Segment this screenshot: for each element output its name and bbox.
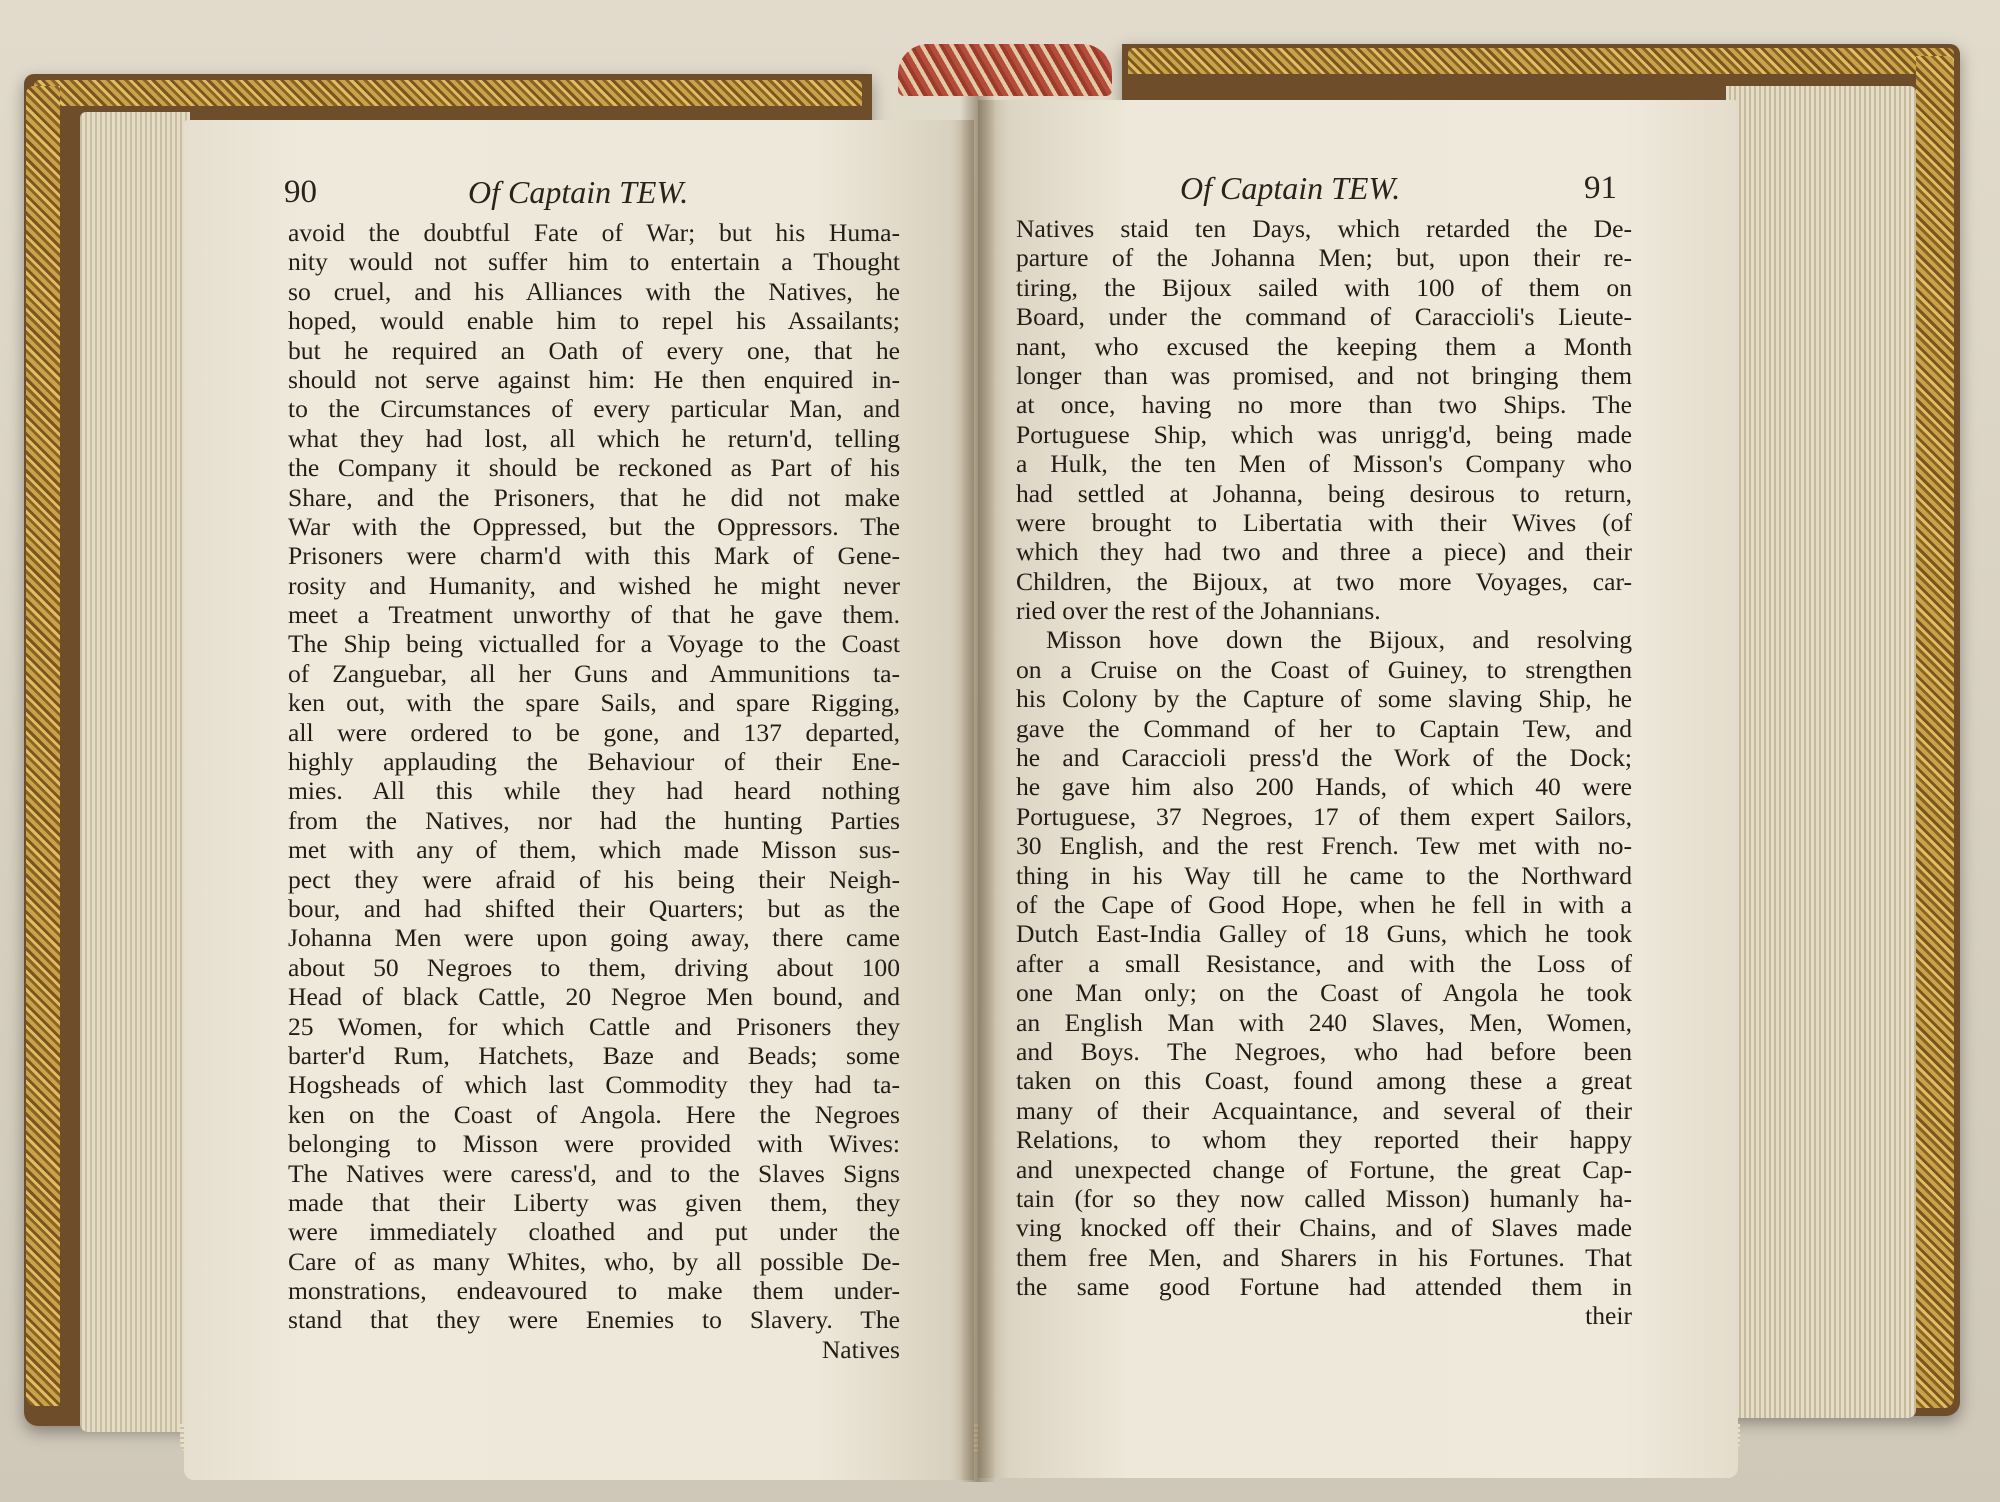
text-line: Natives staid ten Days, which retarded the De-	[1016, 214, 1632, 243]
text-line: which they had two and three a piece) and their	[1016, 537, 1632, 567]
text-line: Portuguese, 37 Negroes, 17 of them expert Sailors,	[1016, 801, 1632, 831]
text-line: to the Circumstances of every particular Man, and	[288, 394, 900, 424]
text-line: Portuguese Ship, which was unrigg'd, being made	[1016, 419, 1632, 449]
text-line: pect they were afraid of his being their Neigh-	[288, 864, 900, 894]
text-line: The Natives were caress'd, and to the Slaves Signs	[288, 1158, 900, 1188]
text-line: parture of the Johanna Men; but, upon their re-	[1016, 243, 1632, 273]
text-line: Johanna Men were upon going away, there came	[288, 923, 900, 953]
text-line: made that their Liberty was given them, they	[288, 1187, 900, 1217]
text-line: after a small Resistance, and with the Loss of	[1016, 948, 1632, 978]
text-line: mies. All this while they had heard nothing	[288, 776, 900, 806]
page-stack-left	[80, 112, 190, 1432]
text-line: Prisoners were charm'd with this Mark of Gene-	[288, 541, 900, 571]
text-line: rosity and Humanity, and wished he might never	[288, 570, 900, 600]
text-line: avoid the doubtful Fate of War; but his Huma-	[288, 218, 900, 247]
text-line: Dutch East-India Galley of 18 Guns, which he took	[1016, 919, 1632, 949]
text-line: hoped, would enable him to repel his Assailants;	[288, 306, 900, 336]
text-line: Misson hove down the Bijoux, and resolving	[1046, 625, 1632, 655]
text-line: an English Man with 240 Slaves, Men, Women,	[1016, 1007, 1632, 1037]
text-line: The Ship being victualled for a Voyage to the Coast	[288, 629, 900, 659]
right-running-head: Of Captain TEW.	[1180, 170, 1401, 206]
page-stack-right	[1726, 86, 1916, 1418]
text-line: ving knocked off their Chains, and of Slaves made	[1016, 1213, 1632, 1243]
text-line: from the Natives, nor had the hunting Parties	[288, 805, 900, 835]
text-line: many of their Acquaintance, and several of their	[1016, 1095, 1632, 1125]
text-line: meet a Treatment unworthy of that he gave them.	[288, 600, 900, 630]
text-line: the same good Fortune had attended them in	[1016, 1272, 1632, 1302]
text-line: met with any of them, which made Misson sus-	[288, 835, 900, 865]
text-line: what they had lost, all which he return'd, telling	[288, 423, 900, 453]
text-line: of the Cape of Good Hope, when he fell in with a	[1016, 889, 1632, 919]
text-line: Children, the Bijoux, at two more Voyages, car-	[1016, 566, 1632, 596]
text-line: gave the Command of her to Captain Tew, and	[1016, 713, 1632, 743]
left-page-number: 90	[284, 174, 317, 210]
gilt-edge-right-side	[1916, 56, 1954, 1408]
text-line: monstrations, endeavoured to make them under-	[288, 1276, 900, 1306]
gutter-shadow	[960, 96, 996, 1482]
text-line: highly applauding the Behaviour of their Ene-	[288, 747, 900, 777]
text-line: were brought to Libertatia with their Wives (of	[1016, 507, 1632, 537]
gilt-edge-right-top	[1128, 48, 1954, 74]
text-line: ken out, with the spare Sails, and spare Rigging,	[288, 688, 900, 718]
right-page-number: 91	[1584, 170, 1617, 206]
text-line: Care of as many Whites, who, by all possible De-	[288, 1246, 900, 1276]
text-line: barter'd Rum, Hatchets, Baze and Beads; some	[288, 1040, 900, 1070]
text-line: one Man only; on the Coast of Angola he took	[1016, 978, 1632, 1008]
text-line: longer than was promised, and not bringing them	[1016, 360, 1632, 390]
text-line: belonging to Misson were provided with Wives:	[288, 1129, 900, 1159]
headband	[898, 44, 1112, 96]
text-line: he gave him also 200 Hands, of which 40 were	[1016, 772, 1632, 802]
text-line: nity would not suffer him to entertain a Thought	[288, 247, 900, 277]
text-line: on a Cruise on the Coast of Guiney, to strengthen	[1016, 654, 1632, 684]
text-line: and unexpected change of Fortune, the great Cap-	[1016, 1154, 1632, 1184]
text-line: ken on the Coast of Angola. Here the Negroes	[288, 1099, 900, 1129]
text-line: so cruel, and his Alliances with the Natives, he	[288, 276, 900, 306]
text-line: ried over the rest of the Johannians.	[1016, 596, 1381, 626]
catchword: Natives	[821, 1334, 900, 1364]
text-line: stand that they were Enemies to Slavery. The	[288, 1305, 900, 1335]
left-running-head: Of Captain TEW.	[468, 174, 689, 210]
text-line: of Zanguebar, all her Guns and Ammunitions ta-	[288, 658, 900, 688]
left-page-text	[288, 218, 900, 1364]
text-line: at once, having no more than two Ships. The	[1016, 390, 1632, 420]
gilt-edge-left-side	[26, 86, 60, 1406]
gilt-edge-left-top	[34, 80, 862, 106]
text-line: Hogsheads of which last Commodity they had ta-	[288, 1070, 900, 1100]
text-line: should not serve against him: He then enquired in-	[288, 364, 900, 394]
text-line: his Colony by the Capture of some slaving Ship, he	[1016, 684, 1632, 714]
text-line: 30 English, and the rest French. Tew met with no-	[1016, 831, 1632, 861]
text-line: Board, under the command of Caraccioli's Lieute-	[1016, 302, 1632, 332]
text-line: Share, and the Prisoners, that he did not make	[288, 482, 900, 512]
text-line: he and Caraccioli press'd the Work of the Dock;	[1016, 743, 1632, 773]
text-line: and Boys. The Negroes, who had before been	[1016, 1036, 1632, 1066]
text-line: thing in his Way till he came to the Northward	[1016, 860, 1632, 890]
text-line: nant, who excused the keeping them a Month	[1016, 331, 1632, 361]
text-line: taken on this Coast, found among these a great	[1016, 1066, 1632, 1096]
text-line: but he required an Oath of every one, that he	[288, 335, 900, 365]
right-page-text	[1016, 214, 1632, 1331]
text-line: Relations, to whom they reported their happy	[1016, 1125, 1632, 1155]
text-line: War with the Oppressed, but the Oppressors. The	[288, 511, 900, 541]
text-line: had settled at Johanna, being desirous to return,	[1016, 478, 1632, 508]
text-line: a Hulk, the ten Men of Misson's Company who	[1016, 449, 1632, 479]
text-line: tiring, the Bijoux sailed with 100 of them on	[1016, 272, 1632, 302]
text-line: Head of black Cattle, 20 Negroe Men bound, and	[288, 982, 900, 1012]
text-line: all were ordered to be gone, and 137 departed,	[288, 717, 900, 747]
text-line: the Company it should be reckoned as Part of his	[288, 453, 900, 483]
text-line: tain (for so they now called Misson) humanly ha-	[1016, 1183, 1632, 1213]
text-line: about 50 Negroes to them, driving about 100	[288, 952, 900, 982]
text-line: them free Men, and Sharers in his Fortunes. That	[1016, 1242, 1632, 1272]
text-line: were immediately cloathed and put under the	[288, 1217, 900, 1247]
catchword: their	[1585, 1301, 1632, 1331]
text-line: bour, and had shifted their Quarters; but as the	[288, 893, 900, 923]
text-line: 25 Women, for which Cattle and Prisoners they	[288, 1011, 900, 1041]
